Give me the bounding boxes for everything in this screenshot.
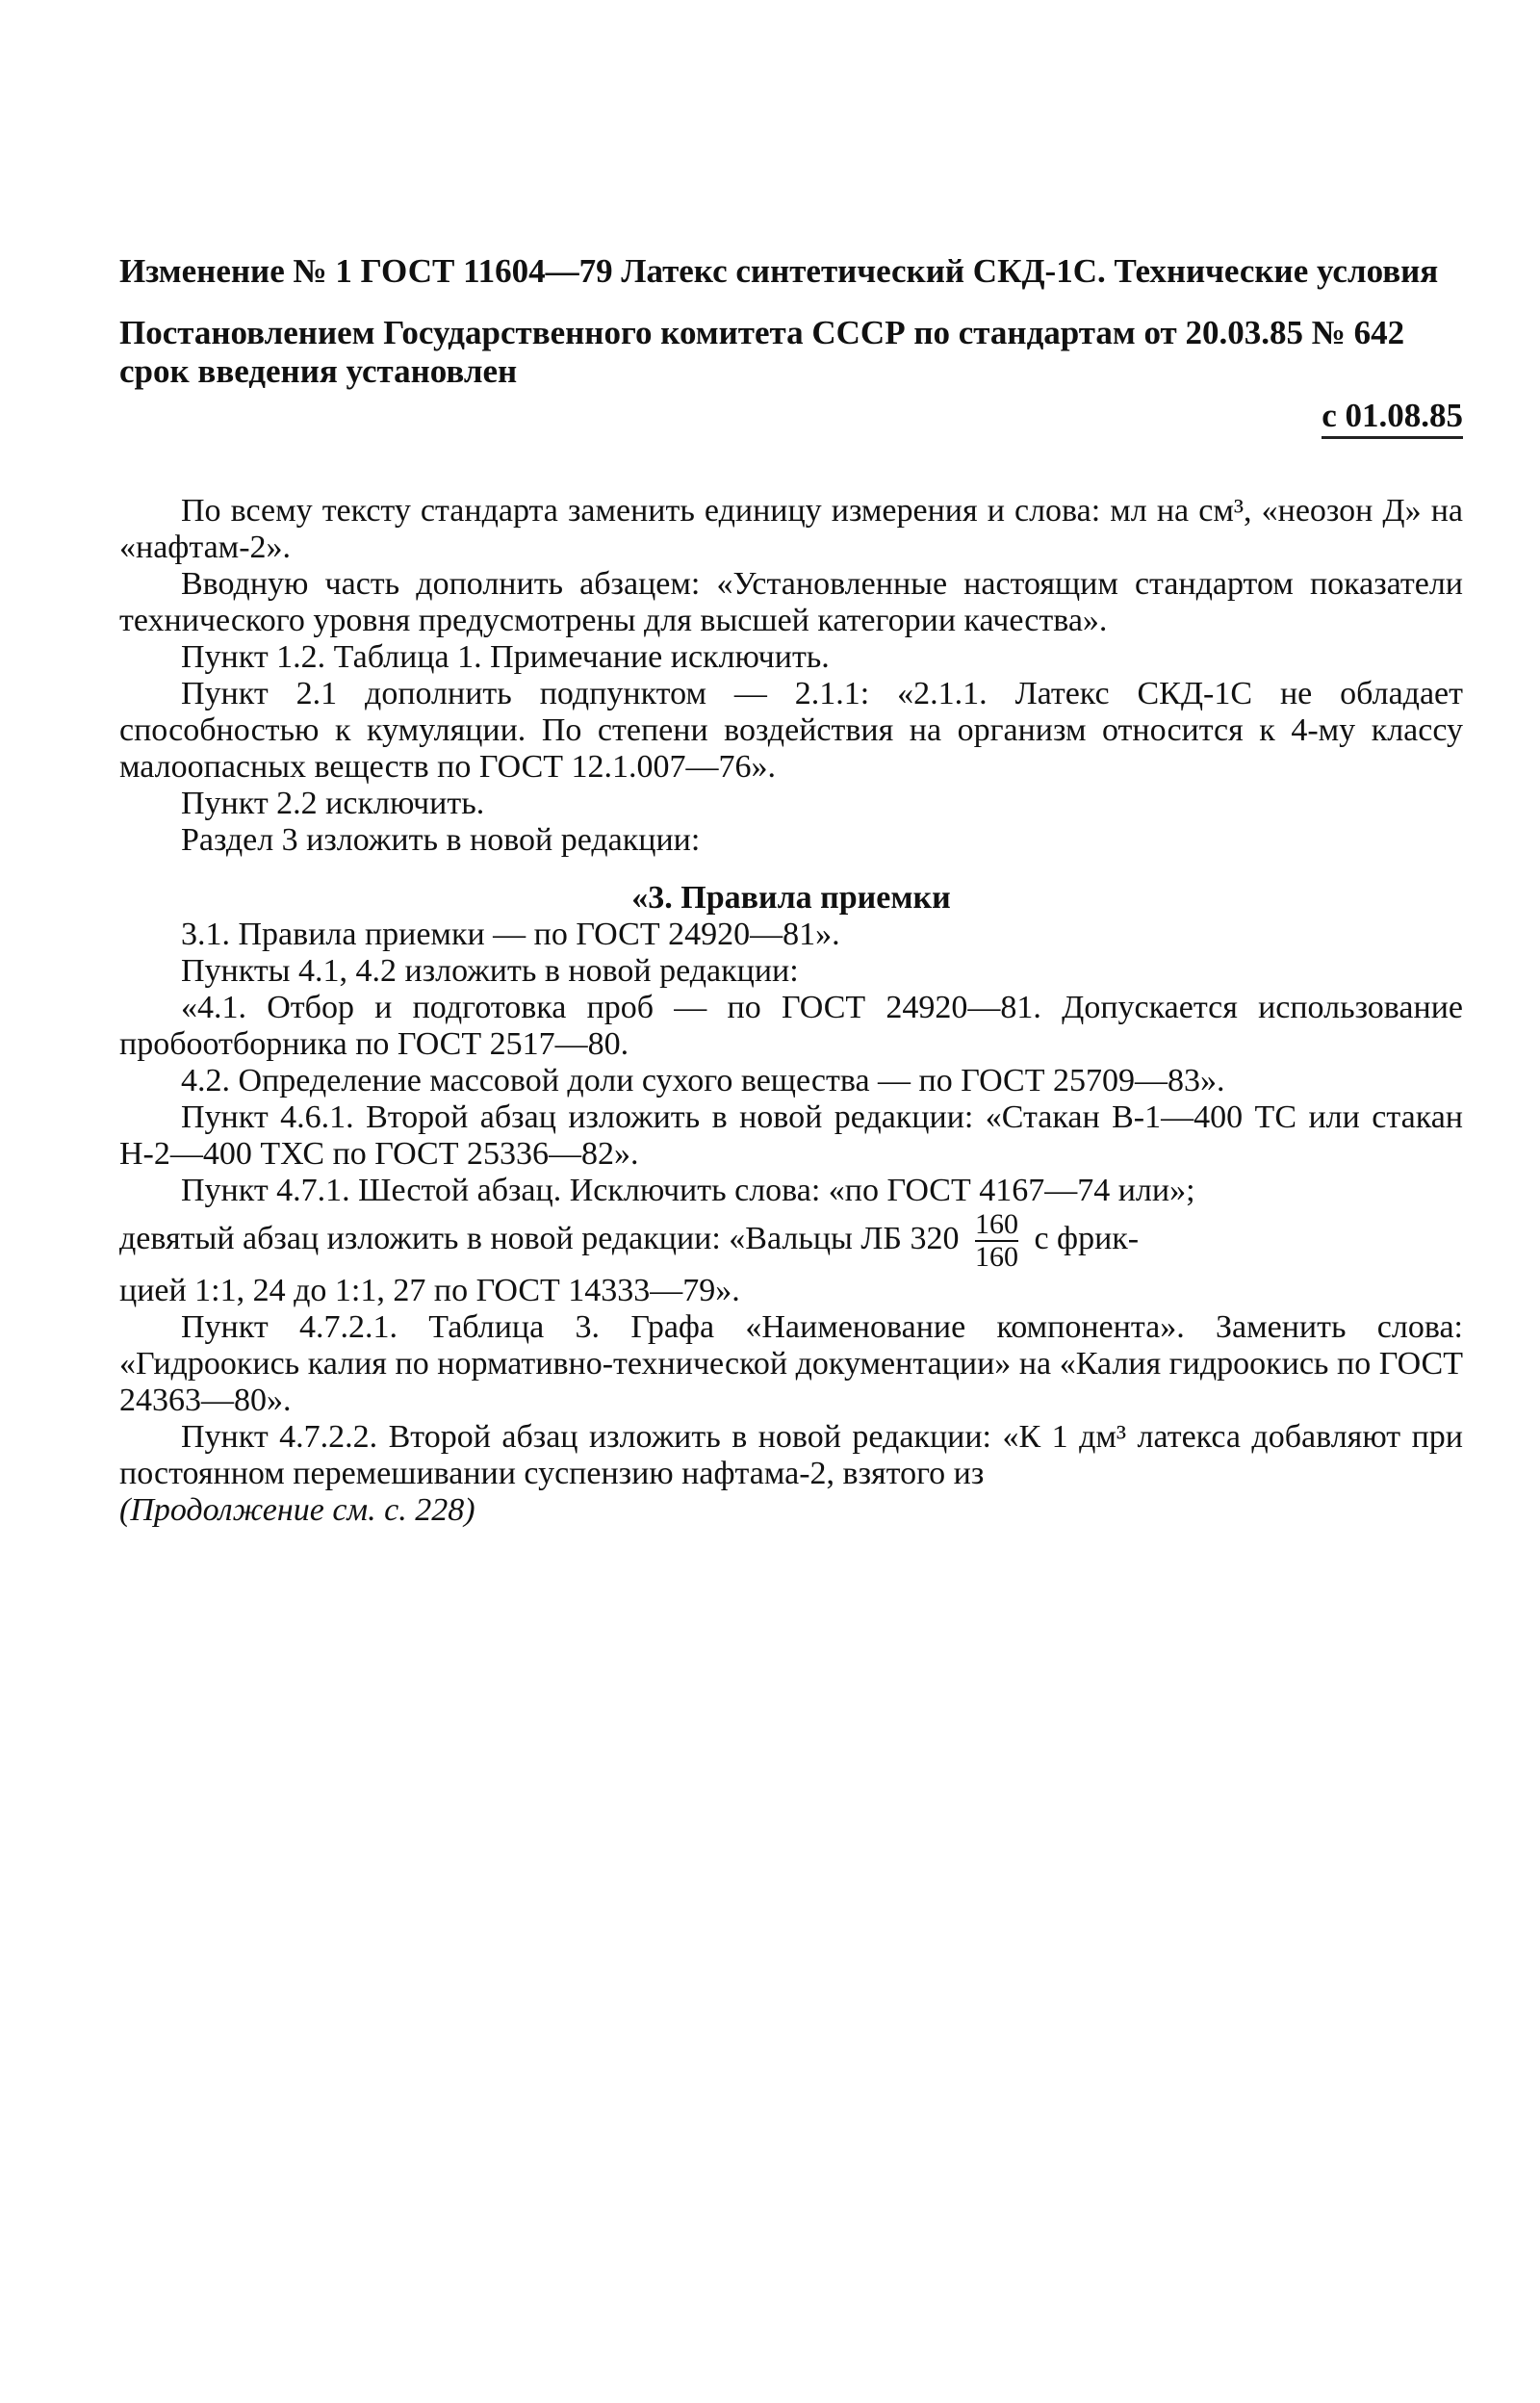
rollers-line: девятый абзац изложить в новой редакции: «Вальцы ЛБ 320 $\frac{160}{160}$ с фрик- (119, 1208, 1140, 1273)
paragraph: Раздел 3 изложить в новой редакции: (181, 822, 701, 858)
document-title: Изменение № 1 ГОСТ 11604—79 Латекс синтетический СКД-1С. Технические условия (119, 252, 1439, 290)
paragraph: Пункт 2.1 дополнить подпунктом — 2.1.1: «2.1.1. Латекс СКД-1С не обладает способностью к кумуляции. По степени воздействия на организм относится к 4-му классу малоопасных веществ по ГОСТ 12.1.007—76». (119, 676, 1463, 785)
paragraph: По всему тексту стандарта заменить единицу измерения и слова: мл на см³, «неозон Д» на «нафтам-2». (119, 493, 1463, 565)
paragraph: Пункт 4.7.2.2. Второй абзац изложить в новой редакции: «К 1 дм³ латекса добавляют при постоянном перемешивании суспензию нафтама-2, взятого из (119, 1419, 1463, 1491)
paragraph: Пункты 4.1, 4.2 изложить в новой редакции: (181, 953, 799, 989)
effective-date: с 01.08.85 (119, 397, 1463, 435)
continuation-note: (Продолжение см. с. 228) (119, 1492, 475, 1528)
paragraph: «4.1. Отбор и подготовка проб — по ГОСТ 24920—81. Допускается использование пробоотборника по ГОСТ 2517—80. (119, 990, 1463, 1062)
paragraph: Вводную часть дополнить абзацем: «Установленные настоящим стандартом показатели технического уровня предусмотрены для высшей категории качества». (119, 566, 1463, 638)
document-body (119, 493, 1463, 1529)
paragraph: Пункт 1.2. Таблица 1. Примечание исключить. (181, 639, 830, 675)
paragraph: 3.1. Правила приемки — по ГОСТ 24920—81». (181, 917, 840, 952)
fraction: $\frac{160}{160}$ (974, 1208, 1018, 1273)
paragraph: Пункт 4.6.1. Второй абзац изложить в новой редакции: «Стакан В-1—400 ТС или стакан Н-2—400 ТХС по ГОСТ 25336—82». (119, 1099, 1463, 1172)
paragraph: Пункт 4.7.1. Шестой абзац. Исключить слова: «по ГОСТ 4167—74 или»; (181, 1173, 1195, 1208)
paragraph: 4.2. Определение массовой доли сухого вещества — по ГОСТ 25709—83». (181, 1063, 1225, 1098)
paragraph: Пункт 2.2 исключить. (181, 786, 485, 821)
paragraph: Пункт 4.7.2.1. Таблица 3. Графа «Наименование компонента». Заменить слова: «Гидроокись калия по нормативно-технической документации» на «Калия гидроокись по ГОСТ 24363—80». (119, 1309, 1463, 1418)
section-heading: «3. Правила приемки (631, 880, 951, 916)
document-page (119, 252, 1463, 1529)
decree-text: Постановлением Государственного комитета СССР по стандартам от 20.03.85 № 642 срок введения установлен (119, 314, 1405, 390)
paragraph: цией 1:1, 24 до 1:1, 27 по ГОСТ 14333—79». (119, 1273, 740, 1308)
